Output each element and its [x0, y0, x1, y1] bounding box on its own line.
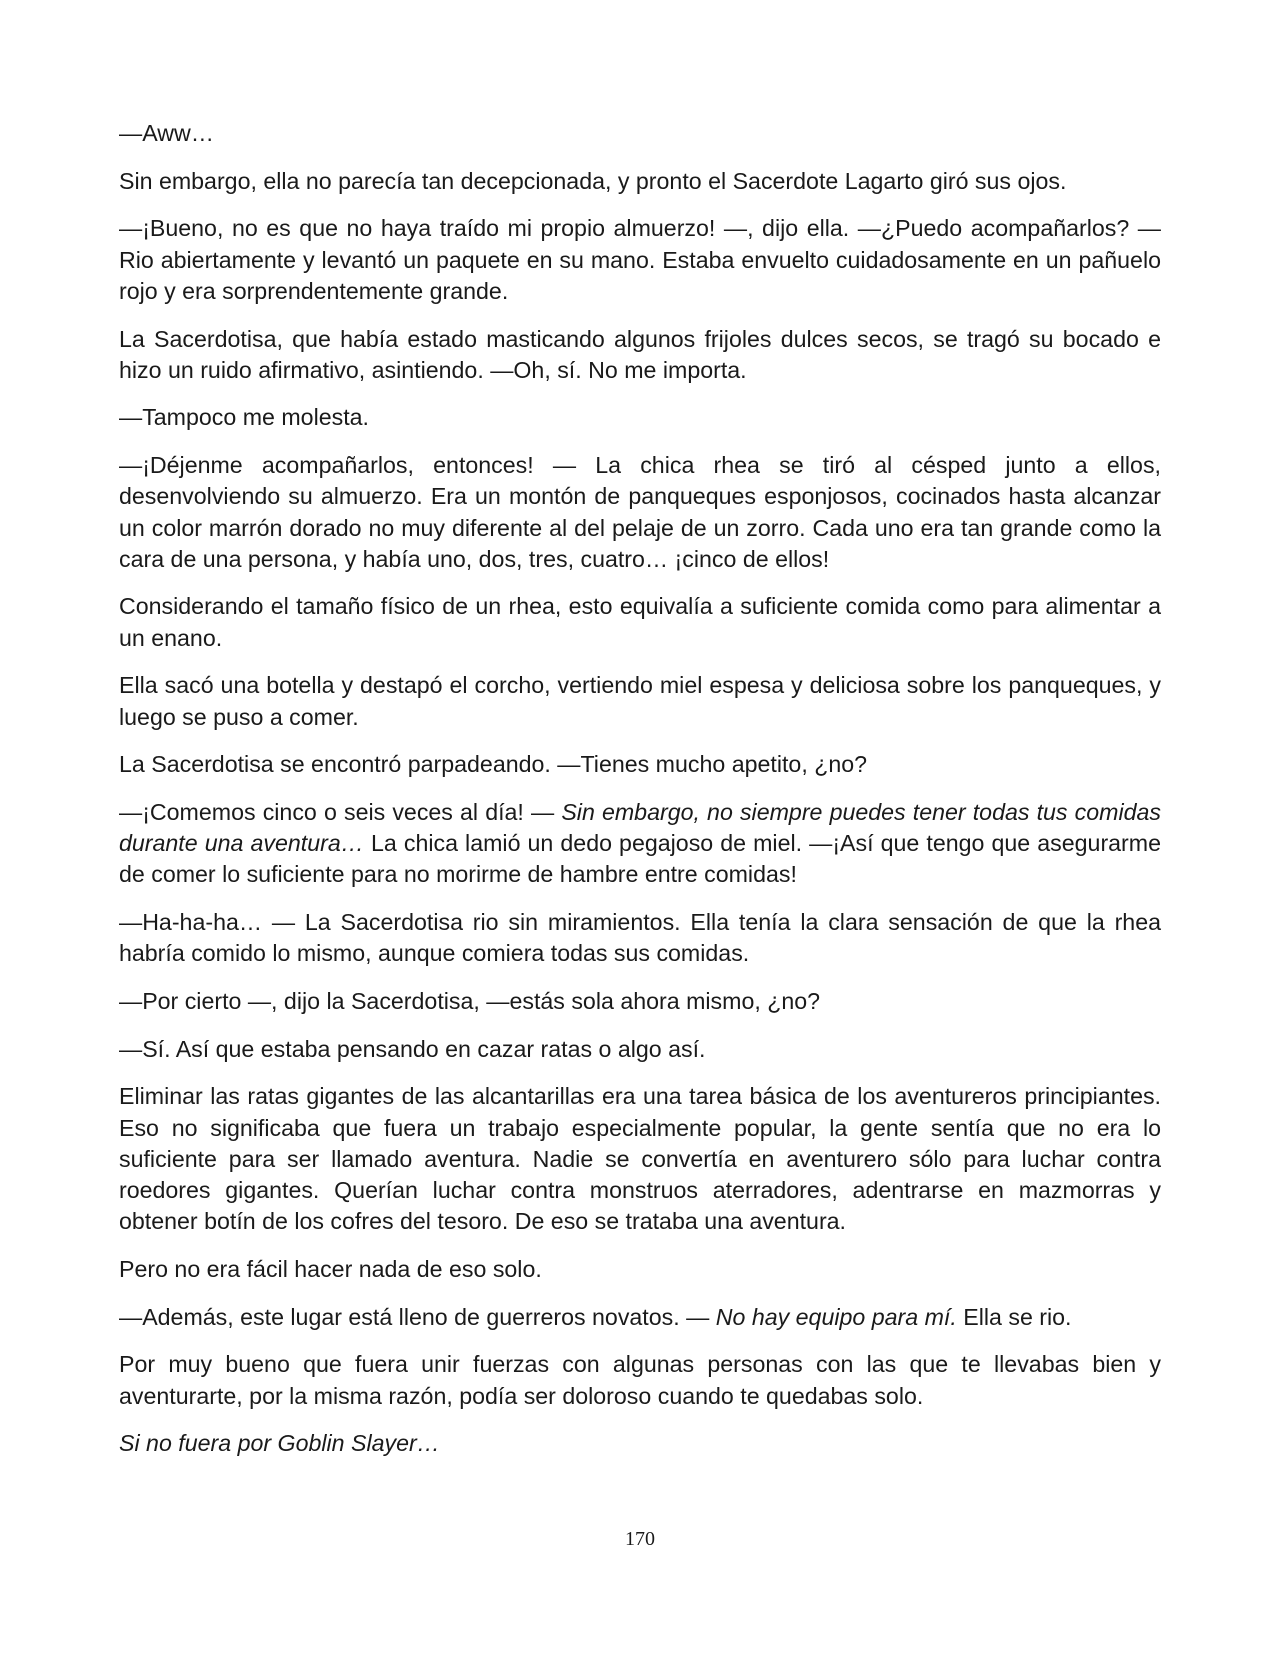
text-run: Sin embargo, ella no parecía tan decepcionada, y pronto el Sacerdote Lagarto giró sus ojos.	[119, 167, 1067, 194]
text-run: —Sí. Así que estaba pensando en cazar ratas o algo así.	[119, 1035, 706, 1062]
page-number: 170	[625, 1528, 655, 1550]
paragraph	[119, 1081, 1161, 1237]
paragraph	[119, 907, 1161, 969]
text-run: —Aww…	[119, 120, 214, 146]
text-run: —¡Comemos cinco o seis veces al día! —	[119, 798, 562, 825]
text-run: Eliminar las ratas gigantes de las alcantarillas era una tarea básica de los aventureros principiantes. Eso no significaba que fuera un trabajo especialmente popular, la gente sentía que no era lo suficiente para ser llamado aventura. Nadie se convertía en aventurero sólo para luchar contra roedores gigantes. Querían luchar contra monstruos aterradores, adentrarse en mazmorras y obtener botín de los cofres del tesoro. De eso se trataba una aventura.	[119, 1083, 1161, 1235]
paragraph	[119, 1302, 1161, 1333]
text-run: —Por cierto —, dijo la Sacerdotisa, —estás sola ahora mismo, ¿no?	[119, 987, 821, 1014]
paragraph	[119, 1254, 1161, 1285]
paragraph	[119, 213, 1161, 307]
text-run: La chica lamió un dedo pegajoso de miel. —¡Así que tengo que asegurarme de comer lo suficiente para no morirme de hambre entre comidas!	[119, 830, 1161, 888]
italic-text: No hay equipo para mí.	[715, 1303, 957, 1330]
text-run: —¡Déjenme acompañarlos, entonces! — La chica rhea se tiró al césped junto a ellos, desenvolviendo su almuerzo. Era un montón de panqueques esponjosos, cocinados hasta alcanzar un color marrón dorado no muy diferente al del pelaje de un zorro. Cada uno era tan grande como la cara de una persona, y había uno, dos, tres, cuatro… ¡cinco de ellos!	[119, 452, 1161, 572]
paragraph	[119, 1428, 1161, 1459]
text-run: Ella sacó una botella y destapó el corcho, vertiendo miel espesa y deliciosa sobre los panqueques, y luego se puso a comer.	[119, 672, 1161, 730]
paragraph	[119, 591, 1161, 653]
paragraph	[119, 166, 1161, 197]
text-run: —Ha-ha-ha… — La Sacerdotisa rio sin miramientos. Ella tenía la clara sensación de que la rhea habría comido lo mismo, aunque comiera todas sus comidas.	[119, 909, 1161, 967]
paragraph	[119, 986, 1161, 1017]
paragraph	[119, 118, 1161, 149]
text-run: La Sacerdotisa se encontró parpadeando. —Tienes mucho apetito, ¿no?	[119, 751, 868, 778]
text-run: —¡Bueno, no es que no haya traído mi propio almuerzo! —, dijo ella. —¿Puedo acompañarlos? — Rio abiertamente y levantó un paquete en su mano. Estaba envuelto cuidadosamente en un pañuelo rojo y era sorprendentemente grande.	[119, 215, 1161, 304]
paragraph	[119, 324, 1161, 386]
paragraph	[119, 402, 1161, 433]
italic-text: Sin embargo, no siempre puedes tener todas tus comidas durante una aventura…	[119, 798, 1161, 857]
body-text	[119, 118, 1161, 1476]
paragraph	[119, 1349, 1161, 1411]
text-run: —Además, este lugar está lleno de guerreros novatos. —	[119, 1303, 716, 1330]
text-run: La Sacerdotisa, que había estado masticando algunos frijoles dulces secos, se tragó su bocado e hizo un ruido afirmativo, asintiendo. —Oh, sí. No me importa.	[119, 325, 1161, 383]
text-run: Por muy bueno que fuera unir fuerzas con algunas personas con las que te llevabas bien y aventurarte, por la misma razón, podía ser doloroso cuando te quedabas solo.	[119, 1351, 1161, 1409]
text-run: —Tampoco me molesta.	[119, 404, 370, 431]
text-run: Pero no era fácil hacer nada de eso solo.	[119, 1255, 542, 1282]
text-run: Ella se rio.	[956, 1303, 1072, 1330]
paragraph	[119, 1034, 1161, 1065]
paragraph	[119, 450, 1161, 575]
paragraph	[119, 670, 1161, 732]
paragraph	[119, 797, 1161, 891]
paragraph	[119, 749, 1161, 780]
text-run: Considerando el tamaño físico de un rhea, esto equivalía a suficiente comida como para alimentar a un enano.	[119, 593, 1161, 651]
italic-text: Si no fuera por Goblin Slayer…	[119, 1430, 440, 1457]
